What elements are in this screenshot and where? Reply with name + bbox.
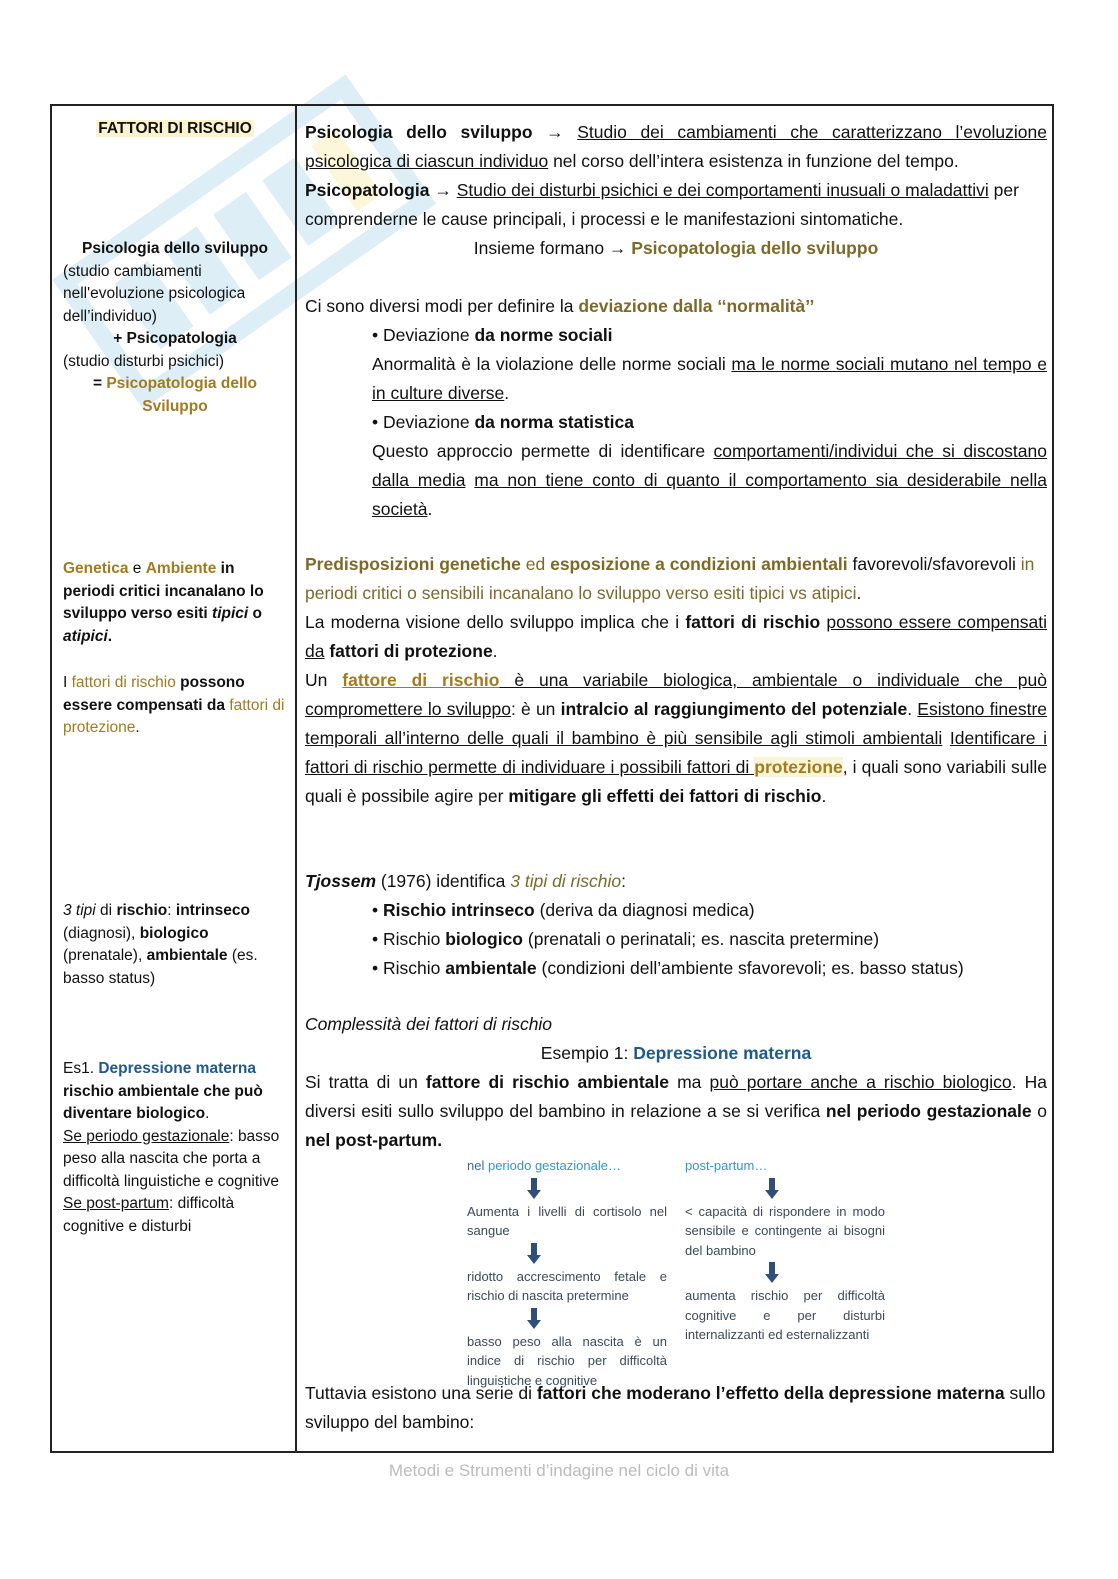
heading-esempio-1: Esempio 1: Depressione materna: [540, 1043, 812, 1063]
flow-head-gestazionale: nel periodo gestazionale…: [467, 1158, 621, 1173]
summary-block-esempio: Es1. Depressione materna rischio ambientale che può diventare biologico. Se periodo gestazionale: basso peso alla nascita che porta a difficoltà linguistiche e cognitive Se post-partum: difficoltà cognitive e disturbi: [63, 1060, 280, 1235]
flow-diagram: [467, 1156, 887, 1388]
paragraph-insieme: Insieme formano → Psicopatologia dello sviluppo: [473, 238, 879, 258]
subheading-complessita: Complessità dei fattori di rischio: [305, 1014, 553, 1034]
flow-column-gestazionale: [467, 1156, 667, 1390]
summary-block-fattori: I fattori di rischio possono essere compensati da fattori di protezione.: [63, 674, 285, 736]
down-arrow-icon: [527, 1243, 541, 1265]
paragraph-tjossem: Tjossem (1976) identifica 3 tipi di rischio:: [305, 871, 627, 891]
page-footer: Metodi e Strumenti d’indagine nel ciclo di vita: [388, 1461, 730, 1480]
paragraph-depressione: Si tratta di un fattore di rischio ambientale ma può portare anche a rischio biologico. Ha diversi esiti sullo sviluppo del bambino in relazione a se si verifica nel periodo gestazionale o nel post-partum.: [305, 1072, 1047, 1150]
paragraph-psicologia: Psicologia dello sviluppo → Studio dei cambiamenti che caratterizzano l’evoluzione psicologica di ciascun individuo nel corso dell’intera esistenza in funzione del tempo.: [305, 122, 1047, 171]
flow-step: < capacità di rispondere in modo sensibile e contingente ai bisogni del bambino: [685, 1203, 885, 1258]
summary-block-genetica: Genetica e Ambiente in periodi critici incanalano lo sviluppo verso esiti tipici o atipici.: [63, 560, 264, 645]
paragraph-tuttavia: Tuttavia esistono una serie di fattori che moderano l’effetto della depressione materna sullo sviluppo del bambino:: [305, 1383, 1046, 1432]
down-arrow-icon: [765, 1262, 779, 1284]
paragraph-deviazione: Ci sono diversi modi per definire la deviazione dalla ‘‘normalità’’: [305, 296, 815, 316]
flow-step: ridotto accrescimento fetale e rischio di nascita pretermine: [467, 1268, 667, 1303]
flow-step: basso peso alla nascita è un indice di rischio per difficoltà linguistiche e cognitive: [467, 1333, 667, 1388]
flow-step: aumenta rischio per difficoltà cognitive e per disturbi internalizzanti ed esternalizzanti: [685, 1288, 885, 1342]
down-arrow-icon: [765, 1178, 779, 1200]
two-column-table: [50, 104, 1054, 1453]
paragraph-psicopatologia: Psicopatologia → Studio dei disturbi psichici e dei comportamenti inusuali o maladattivi per comprenderne le cause principali, i processi e le manifestazioni sintomatiche.: [305, 180, 1019, 229]
paragraph-fattore-rischio: Un fattore di rischio è una variabile biologica, ambientale o individuale che può compromettere lo sviluppo: è un intralcio al raggiungimento del potenziale. Esistono finestre temporali all’interno delle quali il bambino è più sensibile agli stimoli ambientali Identificare i fattori di rischio permette di individuare i possibili fattori di protezione, i quali sono variabili sulle quali è possibile agire per mitigare gli effetti dei fattori di rischio.: [305, 670, 1047, 806]
flow-column-postpartum: [685, 1156, 885, 1345]
summary-column: [52, 106, 297, 1451]
down-arrow-icon: [527, 1178, 541, 1200]
flow-head-postpartum: post-partum…: [685, 1158, 768, 1173]
paragraph-moderna-visione: La moderna visione dello sviluppo implica che i fattori di rischio possono essere compensati da fattori di protezione.: [305, 612, 1047, 661]
list-deviazione: • Deviazione da norme sociali Anormalità è la violazione delle norme sociali ma le norme sociali mutano nel tempo e in culture diverse. • Deviazione da norma statistica Questo approccio permette di identificare comportamenti/individui che si discostano dalla media ma non tiene conto di quanto il comportamento sia desiderabile nella società.: [372, 325, 1048, 519]
section-title: FATTORI DI RISCHIO: [98, 120, 252, 137]
down-arrow-icon: [527, 1308, 541, 1330]
summary-block-psicopatologia: Psicologia dello sviluppo (studio cambiamenti nell'evoluzione psicologica dell’individuo) + Psicopatologia (studio disturbi psichici) = Psicopatologia dello Sviluppo: [63, 240, 269, 415]
list-tipi-rischio: • Rischio intrinseco (deriva da diagnosi medica) • Rischio biologico (prenatali o perinatali; es. nascita pretermine) • Rischio ambientale (condizioni dell’ambiente sfavorevoli; es. basso status): [372, 900, 964, 978]
content-column: [297, 106, 1052, 1451]
summary-block-tipi-rischio: 3 tipi di rischio: intrinseco (diagnosi), biologico (prenatale), ambientale (es. basso status): [63, 902, 258, 987]
flow-step: Aumenta i livelli di cortisolo nel sangue: [467, 1203, 667, 1238]
paragraph-predisposizioni: Predisposizioni genetiche ed esposizione a condizioni ambientali favorevoli/sfavorevoli in periodi critici o sensibili incanalano lo sviluppo verso esiti tipici vs atipici.: [305, 554, 1035, 603]
